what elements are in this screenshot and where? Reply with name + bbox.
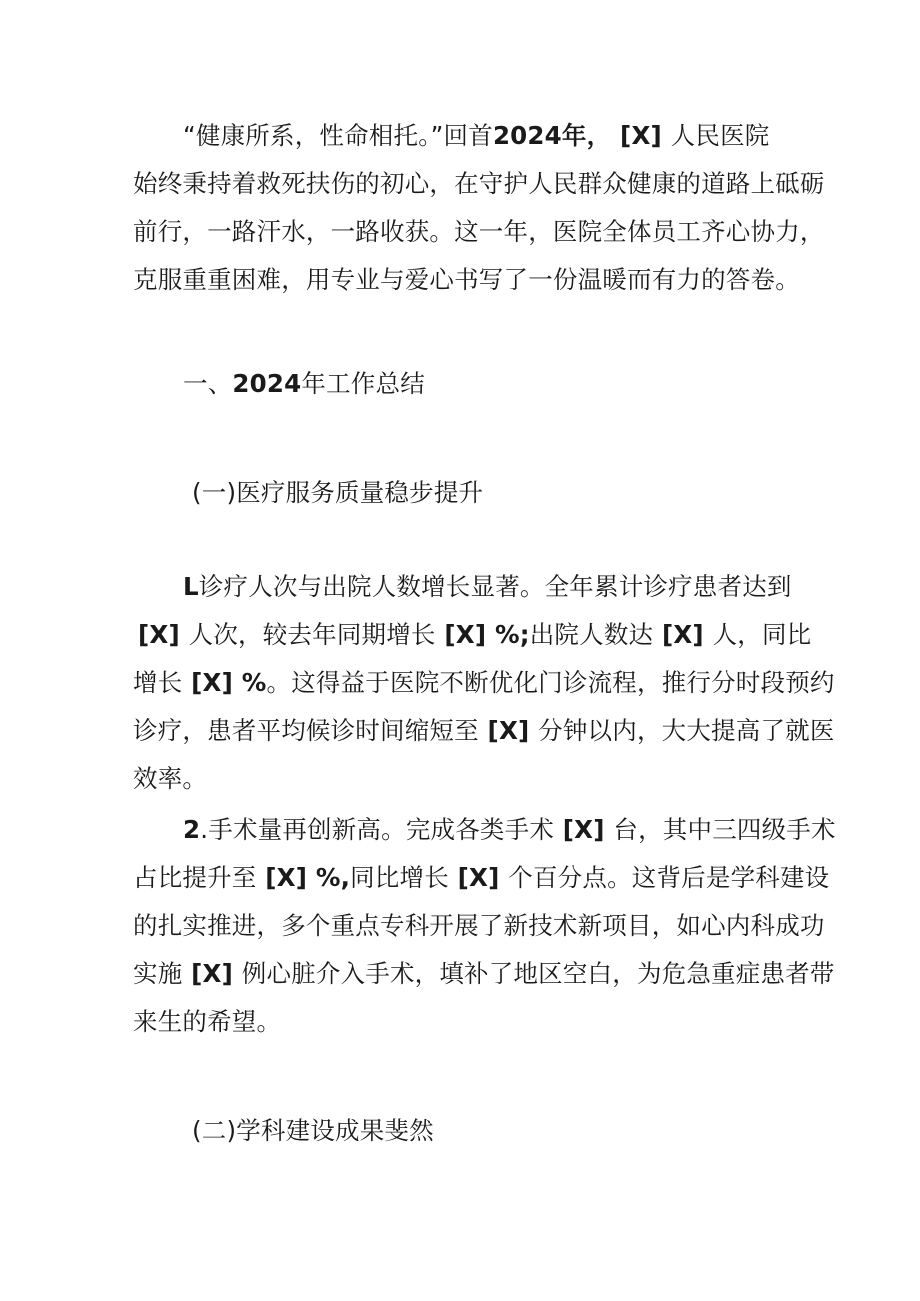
subsection-heading-1 — [192, 478, 483, 508]
item-text: 台，其中三四级手术 — [613, 815, 836, 844]
placeholder-x: [X] — [478, 716, 539, 745]
item2-line-3 — [133, 911, 825, 941]
item-text: 人，同比 — [712, 620, 812, 649]
placeholder-x: [X] %; — [435, 620, 530, 649]
intro-text: 前行，一路汗水，一路收获。这一年，医院全体员工齐心协力， — [133, 217, 825, 246]
subsection-title: (一)医疗服务质量稳步提升 — [192, 478, 484, 507]
item2-line-2 — [133, 863, 829, 893]
item-text: 的扎实推进，多个重点专科开展了新技术新项目，如心内科成功 — [133, 911, 825, 940]
item-text: 增长 — [133, 668, 183, 697]
placeholder-x: [X] — [182, 959, 242, 988]
item-text: 同比增长 — [350, 863, 449, 892]
item-text: 。这得益于医院不断优化门诊流程，推行分时段预约 — [266, 668, 835, 697]
placeholder-x: [X] — [448, 863, 509, 892]
item1-line-3 — [133, 668, 835, 698]
item-text: 人次，较去年同期增长 — [188, 620, 436, 649]
intro-text: 始终秉持着救死扶伤的初心，在守护人民群众健康的道路上砥砺 — [133, 169, 825, 198]
placeholder-x: [X] — [611, 121, 671, 150]
item-text: 实施 — [133, 959, 183, 988]
item-text: 诊疗，患者平均候诊时间缩短至 — [133, 716, 479, 745]
item2-line-1 — [183, 815, 836, 845]
item-text: .手术量再创新高。完成各类手术 — [200, 815, 555, 844]
intro-text: 克服重重困难，用专业与爱心书写了一份温暖而有力的答卷。 — [133, 265, 800, 294]
item-text: 出院人数达 — [529, 620, 654, 649]
intro-text: “健康所系，性命相托。”回首 — [183, 121, 493, 150]
intro-text: 人民医院 — [670, 121, 770, 150]
intro-year: 2024年， — [492, 121, 612, 150]
placeholder-x: [X] % — [182, 668, 267, 697]
item-text: 诊疗人次与出院人数增长显著。全年累计诊疗患者达到 — [198, 572, 792, 601]
item-text: 效率。 — [133, 764, 208, 793]
item-number: L — [183, 572, 199, 601]
placeholder-x: [X] — [554, 815, 614, 844]
section-heading-1 — [183, 369, 425, 399]
placeholder-x: [X] %, — [256, 863, 351, 892]
intro-line-1 — [183, 121, 769, 151]
item2-line-4 — [133, 959, 835, 989]
section-prefix: 一、 — [183, 369, 233, 398]
intro-line-3 — [133, 217, 825, 247]
item-number: 2 — [183, 815, 201, 844]
item-text: 来生的希望。 — [133, 1007, 282, 1036]
item-text: 例心脏介入手术，填补了地区空白，为危急重症患者带 — [241, 959, 835, 988]
intro-line-4 — [133, 265, 800, 295]
section-year: 2024 — [232, 369, 302, 398]
placeholder-x: [X] — [138, 620, 189, 649]
item1-line-5 — [133, 764, 207, 794]
item2-line-5 — [133, 1007, 281, 1037]
item1-line-4 — [133, 716, 835, 746]
subsection-title: (二)学科建设成果斐然 — [192, 1116, 434, 1145]
item-text: 分钟以内，大大提高了就医 — [538, 716, 835, 745]
item1-line-1 — [183, 572, 792, 602]
item1-line-2 — [138, 620, 811, 650]
item-text: 占比提升至 — [133, 863, 257, 892]
item-text: 个百分点。这背后是学科建设 — [508, 863, 830, 892]
section-title: 年工作总结 — [301, 369, 425, 398]
placeholder-x: [X] — [653, 620, 713, 649]
subsection-heading-2 — [192, 1116, 434, 1146]
intro-line-2 — [133, 169, 825, 199]
